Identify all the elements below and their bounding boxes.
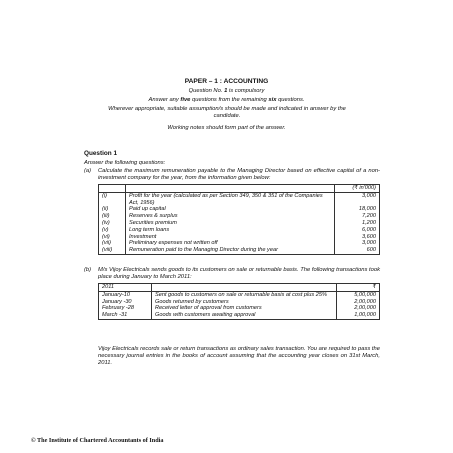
table-header-row <box>99 284 380 292</box>
footer-copyright: © The Institute of Chartered Accountants of India <box>31 437 164 444</box>
paper-title: PAPER – 1 : ACCOUNTING <box>184 78 269 85</box>
row-number: (iii) <box>99 213 126 220</box>
row-description: Goods returned by customers <box>152 299 337 306</box>
part-b-label: (b) <box>84 267 92 273</box>
row-description: Profit for the year (calculated as per Section 349, 350 & 351 of the Companies Act, 1956) <box>126 192 335 206</box>
part-b-closing-text: Vijoy Electricals records sale or return transactions as ordinary sales transaction. You are required to pass the necessary journal entries in the books of account assuming that the accounting year closes on 31st March, 2011. <box>98 346 380 367</box>
part-b-text: M/s Vijoy Electricals sends goods to its customers on sale or returnable basis. The following transactions took place during January to March 2011: <box>98 267 380 281</box>
row-amount: 3,600 <box>335 234 380 241</box>
instruction-working-notes: Working notes should form part of the answer. <box>167 125 286 131</box>
row-amount: 3,000 <box>335 192 380 206</box>
row-description: Reserves & surplus <box>126 213 335 220</box>
row-amount: 1,00,000 <box>337 312 380 319</box>
table-row <box>99 192 380 206</box>
table-row <box>99 234 380 241</box>
row-amount: 600 <box>335 247 380 254</box>
question-heading: Question 1 <box>84 150 118 157</box>
row-number: (v) <box>99 227 126 234</box>
row-description: Paid up capital <box>126 206 335 213</box>
row-amount: 7,200 <box>335 213 380 220</box>
row-date: January -30 <box>99 299 152 306</box>
table-row <box>99 240 380 247</box>
instruction-answer-any: Answer any five questions from the remaining six questions. <box>148 97 305 103</box>
row-amount: 1,200 <box>335 220 380 227</box>
transactions-table <box>98 283 380 320</box>
row-description: Investment <box>126 234 335 241</box>
row-amount: 6,000 <box>335 227 380 234</box>
instruction-assumptions: Wherever appropriate, suitable assumption/s should be made and indicated in answer by the candidate. <box>108 106 346 120</box>
row-amount: 3,000 <box>335 240 380 247</box>
remuneration-table <box>98 184 380 255</box>
year-header: 2011 <box>99 284 152 292</box>
part-a-text: Calculate the maximum remuneration payable to the Managing Director based on effective capital of a non-investment company for the year, from the information given below: <box>98 168 380 182</box>
row-amount: 2,00,000 <box>337 305 380 312</box>
table-row <box>99 213 380 220</box>
table-row <box>99 291 380 298</box>
table-row <box>99 299 380 306</box>
row-description: Received letter of approval from customers <box>152 305 337 312</box>
row-number: (viii) <box>99 247 126 254</box>
row-description: Remuneration paid to the Managing Director during the year <box>126 247 335 254</box>
currency-header: ₹ <box>337 284 380 292</box>
question-intro: Answer the following questions: <box>84 160 166 166</box>
table-row <box>99 227 380 234</box>
table-row <box>99 206 380 213</box>
row-number: (vii) <box>99 240 126 247</box>
row-date: March -31 <box>99 312 152 319</box>
row-amount: 18,000 <box>335 206 380 213</box>
unit-header: (₹ in'000) <box>335 185 380 193</box>
row-description: Goods with customers awaiting approval <box>152 312 337 319</box>
row-description: Preliminary expenses not written off <box>126 240 335 247</box>
part-a-label: (a) <box>84 168 92 174</box>
row-amount: 5,00,000 <box>337 291 380 298</box>
table-row <box>99 220 380 227</box>
row-date: January-10 <box>99 291 152 298</box>
table-row <box>99 305 380 312</box>
row-date: February -28 <box>99 305 152 312</box>
row-description: Securities premium <box>126 220 335 227</box>
row-description: Sent goods to customers on sale or returnable basis at cost plus 25% <box>152 291 337 298</box>
table-row <box>99 247 380 254</box>
row-number: (vi) <box>99 234 126 241</box>
row-number: (ii) <box>99 206 126 213</box>
table-header-row <box>99 185 380 193</box>
row-number: (iv) <box>99 220 126 227</box>
row-description: Long term loans <box>126 227 335 234</box>
instruction-compulsory: Question No. 1 is compulsory <box>188 88 265 94</box>
row-number: (i) <box>99 192 126 206</box>
row-amount: 2,00,000 <box>337 299 380 306</box>
table-row <box>99 312 380 319</box>
